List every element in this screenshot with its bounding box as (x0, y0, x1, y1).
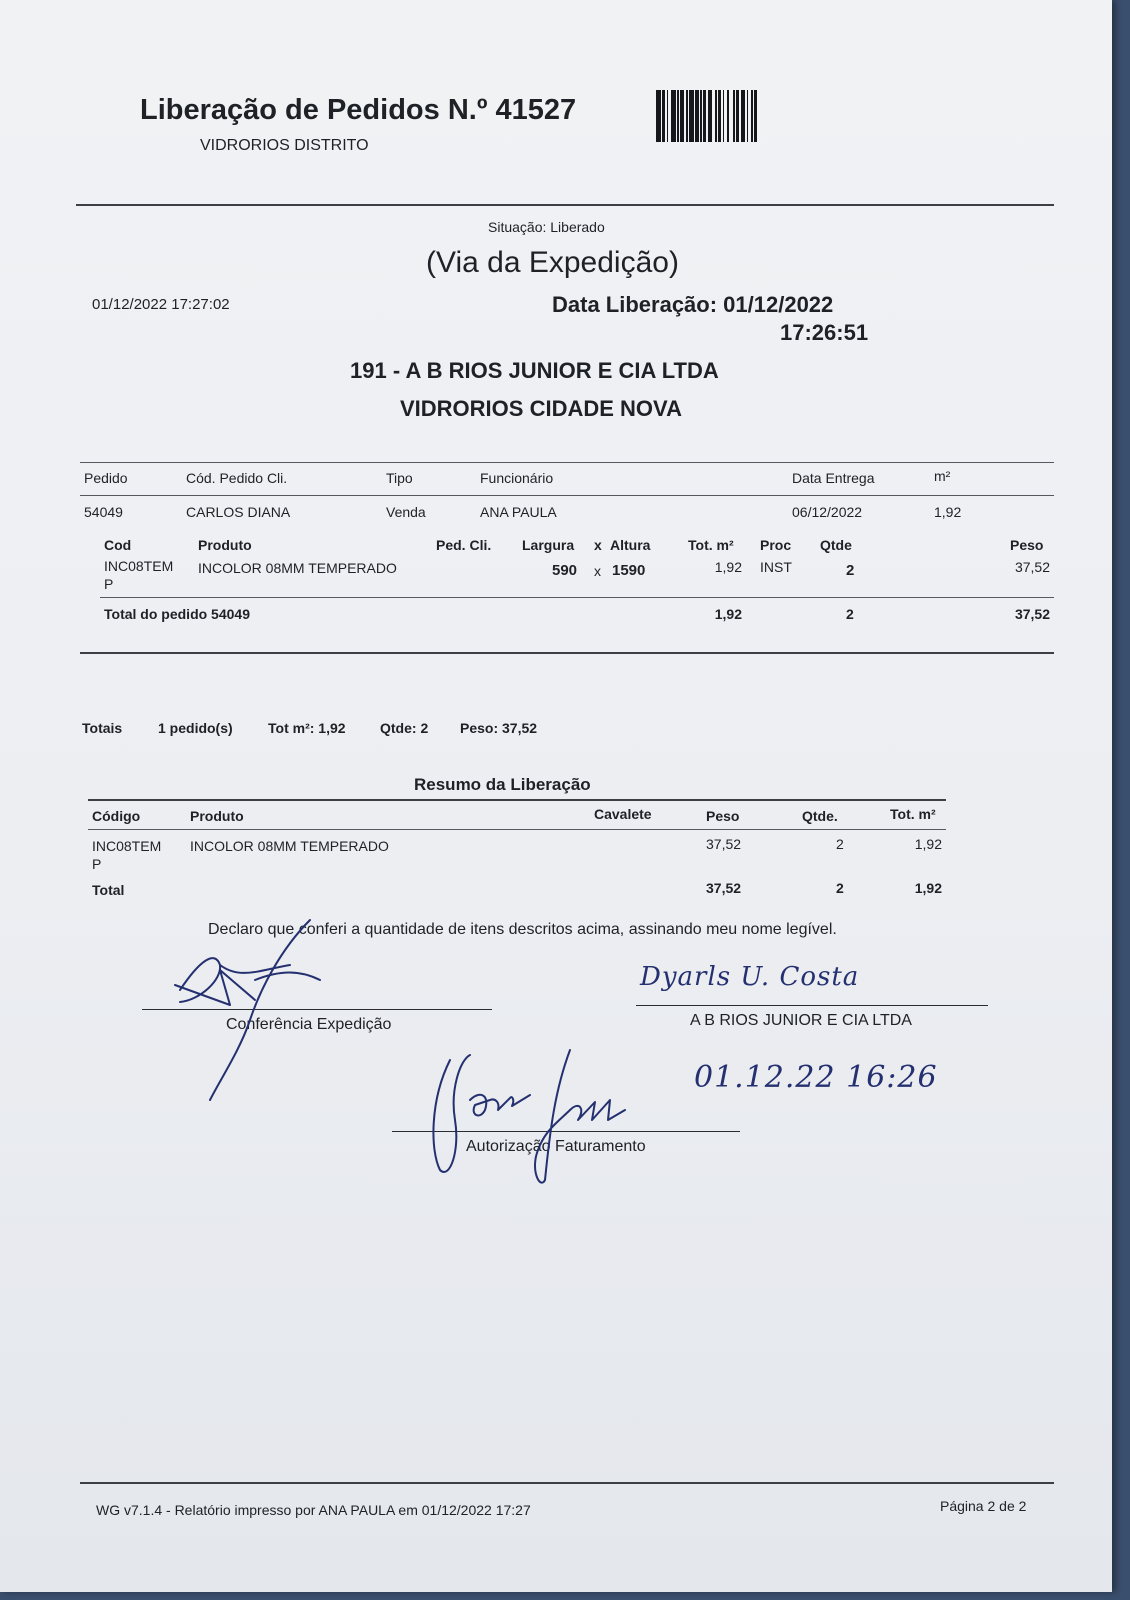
declaration-text: Declaro que conferi a quantidade de itens descritos acima, assinando meu nome legível. (208, 921, 837, 938)
resumo-cod-line1: INC08TEM (92, 838, 162, 854)
conferencia-signature (160, 910, 340, 1110)
resumo-col-produto: Produto (190, 808, 244, 824)
val-pedido: 54049 (84, 504, 123, 520)
footer-divider (80, 1482, 1054, 1484)
barcode-bar (700, 90, 702, 142)
resumo-mid (88, 829, 946, 830)
header-divider (76, 204, 1054, 206)
item-col-proc: Proc (760, 537, 792, 553)
barcode-bar (656, 90, 661, 142)
barcode-bar (703, 90, 706, 142)
item-col-x: x (594, 537, 602, 553)
totais-label: Totais (82, 720, 123, 736)
totais-pedidos: 1 pedido(s) (158, 720, 233, 736)
barcode-bar (667, 90, 669, 142)
barcode-bar (689, 90, 694, 142)
resumo-qtde: 2 (836, 836, 844, 852)
data-liberacao: Data Liberação: 01/12/2022 (552, 292, 834, 317)
item-col-qtde: Qtde (820, 537, 852, 553)
resumo-col-qtde: Qtde. (802, 808, 838, 824)
conferencia-label: Conferência Expedição (226, 1016, 392, 1033)
totais-m2: Tot m²: 1,92 (268, 720, 346, 736)
resumo-top (88, 799, 946, 801)
total-pedido-m2: 1,92 (714, 606, 742, 622)
barcode-bar (695, 90, 698, 142)
item-largura: 590 (552, 562, 578, 579)
resumo-col-tot-m2: Tot. m² (890, 806, 936, 822)
item-altura: 1590 (612, 562, 646, 579)
client-signature-date: 01.12.22 16:26 (694, 1060, 938, 1095)
item-qtde: 2 (846, 562, 855, 579)
barcode-bar (680, 90, 683, 142)
barcode-bar (708, 90, 713, 142)
item-cod-line1: INC08TEM (104, 558, 174, 574)
barcode-bar (718, 90, 721, 142)
col-funcionario: Funcionário (480, 470, 554, 486)
totais-qtde: Qtde: 2 (380, 720, 429, 736)
val-m2: 1,92 (934, 504, 962, 520)
barcode-bar (723, 90, 725, 142)
barcode-bar (736, 90, 739, 142)
resumo-tot-m2: 1,92 (914, 836, 942, 852)
barcode-bar (741, 90, 746, 142)
total-pedido-label: Total do pedido 54049 (104, 606, 250, 622)
resumo-col-peso: Peso (706, 808, 740, 824)
client-signature-name: Dyarls U. Costa (640, 962, 860, 992)
resumo-title: Resumo da Liberação (414, 775, 591, 794)
resumo-peso: 37,52 (706, 836, 742, 852)
via-label: (Via da Expedição) (426, 246, 679, 279)
val-data-entrega: 06/12/2022 (792, 504, 863, 520)
barcode-bar (662, 90, 665, 142)
barcode-bar (671, 90, 676, 142)
val-cod-pedido-cli: CARLOS DIANA (186, 504, 291, 520)
situacao: Situação: Liberado (488, 219, 605, 235)
client-sign-line (636, 1005, 988, 1006)
item-total-divider (100, 597, 1054, 598)
store-name: VIDRORIOS CIDADE NOVA (400, 396, 682, 421)
document-title: Liberação de Pedidos N.º 41527 (140, 94, 577, 126)
barcode (656, 90, 830, 142)
total-pedido-qtde: 2 (846, 606, 854, 622)
autorizacao-label: Autorização Faturamento (466, 1138, 646, 1155)
footer-page: Página 2 de 2 (940, 1498, 1027, 1514)
resumo-produto: INCOLOR 08MM TEMPERADO (190, 838, 389, 854)
barcode-bar (751, 90, 753, 142)
item-col-cod: Cod (104, 537, 132, 553)
item-peso: 37,52 (1014, 559, 1050, 575)
col-pedido: Pedido (84, 470, 128, 486)
val-tipo: Venda (386, 504, 426, 520)
item-cod-line2: P (104, 576, 114, 592)
barcode-bar (686, 90, 688, 142)
barcode-bar (677, 90, 679, 142)
item-tot-m2: 1,92 (714, 559, 742, 575)
resumo-total-peso: 37,52 (706, 880, 742, 896)
item-col-tot-m2: Tot. m² (688, 537, 734, 553)
order-table-mid (80, 495, 1054, 496)
val-funcionario: ANA PAULA (480, 504, 557, 520)
barcode-bar (754, 90, 757, 142)
item-col-altura: Altura (610, 537, 651, 553)
total-pedido-peso: 37,52 (1014, 606, 1050, 622)
item-col-largura: Largura (522, 537, 575, 553)
item-x: x (594, 563, 601, 579)
item-proc: INST (760, 559, 792, 575)
footer-left: WG v7.1.4 - Relatório impresso por ANA PAULA em 01/12/2022 17:27 (96, 1502, 531, 1518)
client-sign-label: A B RIOS JUNIOR E CIA LTDA (690, 1012, 912, 1029)
resumo-cod-line2: P (92, 856, 102, 872)
barcode-bar (747, 90, 749, 142)
item-col-ped-cli: Ped. Cli. (436, 537, 492, 553)
item-col-produto: Produto (198, 537, 252, 553)
print-datetime: 01/12/2022 17:27:02 (92, 296, 230, 313)
autorizacao-signature (420, 1040, 640, 1190)
barcode-bar (727, 90, 729, 142)
client-name: 191 - A B RIOS JUNIOR E CIA LTDA (350, 358, 719, 383)
resumo-total-qtde: 2 (836, 880, 844, 896)
company-name: VIDRORIOS DISTRITO (200, 137, 369, 154)
col-tipo: Tipo (386, 470, 413, 486)
col-cod-pedido-cli: Cód. Pedido Cli. (186, 470, 288, 486)
resumo-col-cavalete: Cavalete (594, 806, 652, 822)
item-col-peso: Peso (1010, 537, 1044, 553)
resumo-total-tot-m2: 1,92 (914, 880, 942, 896)
order-table-bottom (80, 652, 1054, 654)
order-table-top (80, 462, 1054, 463)
barcode-bar (715, 90, 717, 142)
barcode-bar (733, 90, 735, 142)
resumo-col-codigo: Código (92, 808, 141, 824)
totais-peso: Peso: 37,52 (460, 720, 538, 736)
item-produto: INCOLOR 08MM TEMPERADO (198, 560, 397, 576)
col-m2: m² (934, 468, 951, 484)
col-data-entrega: Data Entrega (792, 470, 875, 486)
resumo-total-label: Total (92, 882, 125, 898)
hora-liberacao: 17:26:51 (780, 320, 869, 345)
